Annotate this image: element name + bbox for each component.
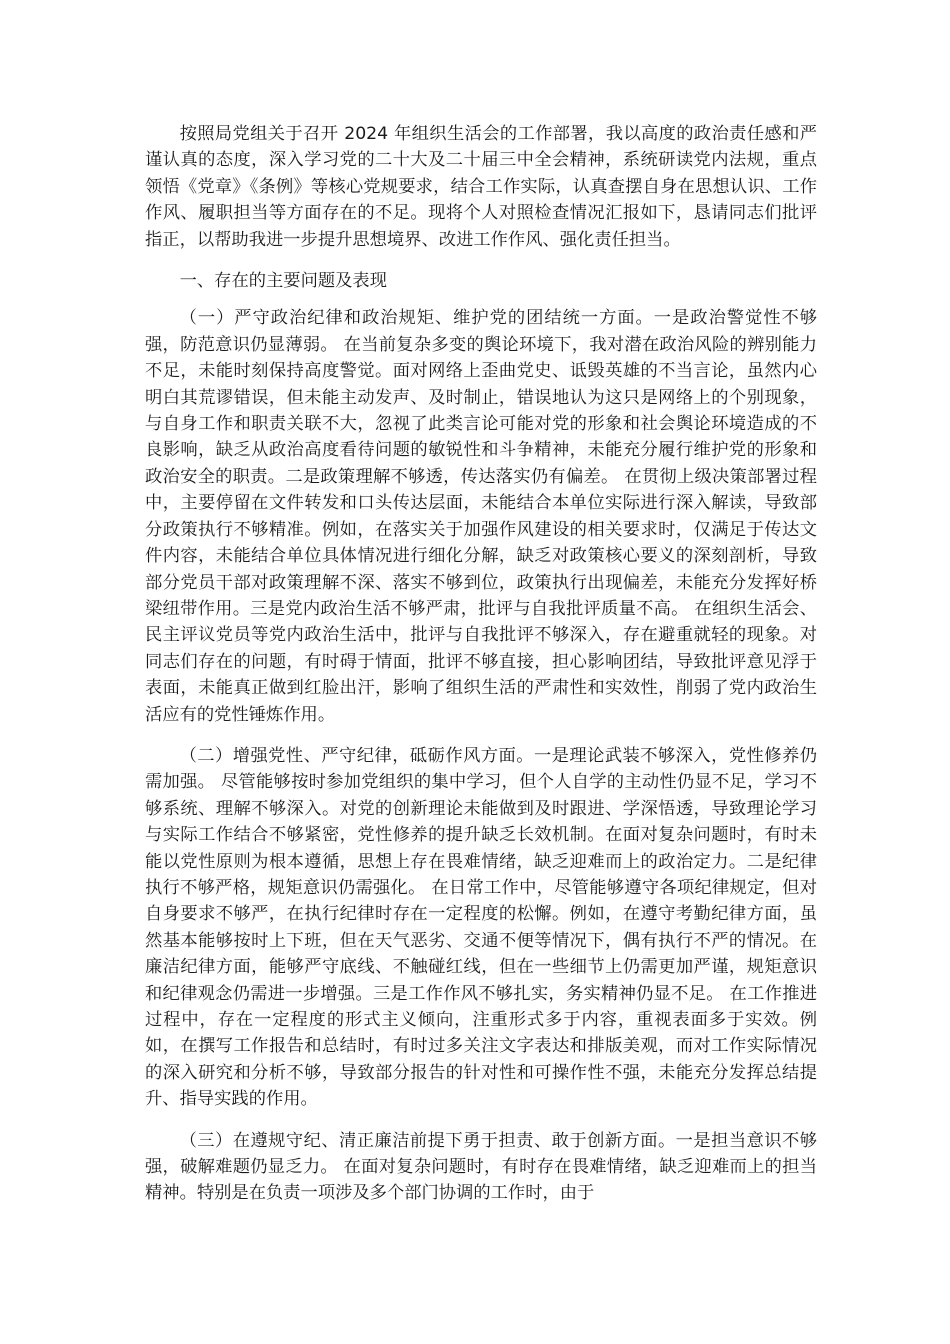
document-page — [145, 121, 817, 1207]
intro-paragraph: 按照局党组关于召开 2024 年组织生活会的工作部署，我以高度的政治责任感和严谨认真的态度，深入学习党的二十大及二十届三中全会精神，系统研读党内法规，重点领悟《党章》《条例》等核心党规要求，结合工作实际，认真查摆自身在思想认识、工作作风、履职担当等方面存在的不足。现将个人对照检查情况汇报如下，恳请同志们批评指正，以帮助我进一步提升思想境界、改进工作作风、强化责任担当。 — [145, 124, 817, 250]
section-heading: 一、存在的主要问题及表现 — [179, 271, 387, 292]
section-1-paragraph: （一）严守政治纪律和政治规矩、维护党的团结统一方面。一是政治警觉性不够强，防范意识仍显薄弱。 在当前复杂多变的舆论环境下，我对潜在政治风险的辨别能力不足，未能时刻保持高度警觉。面对网络上歪曲党史、诋毁英雄的不当言论，虽然内心明白其荒谬错误，但未能主动发声、及时制止，错误地认为这只是网络上的个别现象，与自身工作和职责关联不大，忽视了此类言论可能对党的形象和社会舆论环境造成的不良影响，缺乏从政治高度看待问题的敏锐性和斗争精神，未能充分履行维护党的形象和政治安全的职责。二是政策理解不够透，传达落实仍有偏差。 在贯彻上级决策部署过程中，主要停留在文件转发和口头传达层面，未能结合本单位实际进行深入解读，导致部分政策执行不够精准。例如，在落实关于加强作风建设的相关要求时，仅满足于传达文件内容，未能结合单位具体情况进行细化分解，缺乏对政策核心要义的深刻剖析，导致部分党员干部对政策理解不深、落实不够到位，政策执行出现偏差，未能充分发挥好桥梁纽带作用。三是党内政治生活不够严肃，批评与自我批评质量不高。 在组织生活会、民主评议党员等党内政治生活中，批评与自我批评不够深入，存在避重就轻的现象。对同志们存在的问题，有时碍于情面，批评不够直接，担心影响团结，导致批评意见浮于表面，未能真正做到红脸出汗，影响了组织生活的严肃性和实效性，削弱了党内政治生活应有的党性锤炼作用。 — [145, 308, 817, 725]
section-3-paragraph: （三）在遵规守纪、清正廉洁前提下勇于担责、敢于创新方面。一是担当意识不够强，破解难题仍显乏力。 在面对复杂问题时，有时存在畏难情绪，缺乏迎难而上的担当精神。特别是在负责一项涉及多个部门协调的工作时，由于 — [145, 1130, 817, 1204]
section-2-paragraph: （二）增强党性、严守纪律，砥砺作风方面。一是理论武装不够深入，党性修养仍需加强。 尽管能够按时参加党组织的集中学习，但个人自学的主动性仍显不足，学习不够系统、理解不够深入。对党的创新理论未能做到及时跟进、学深悟透，导致理论学习与实际工作结合不够紧密，党性修养的提升缺乏长效机制。在面对复杂问题时，有时未能以党性原则为根本遵循，思想上存在畏难情绪，缺乏迎难而上的政治定力。二是纪律执行不够严格，规矩意识仍需强化。 在日常工作中，尽管能够遵守各项纪律规定，但对自身要求不够严，在执行纪律时存在一定程度的松懈。例如，在遵守考勤纪律方面，虽然基本能够按时上下班，但在天气恶劣、交通不便等情况下，偶有执行不严的情况。在廉洁纪律方面，能够严守底线、不触碰红线，但在一些细节上仍需更加严谨，规矩意识和纪律观念仍需进一步增强。三是工作作风不够扎实，务实精神仍显不足。 在工作推进过程中，存在一定程度的形式主义倾向，注重形式多于内容，重视表面多于实效。例如，在撰写工作报告和总结时，有时过多关注文字表达和排版美观，而对工作实际情况的深入研究和分析不够，导致部分报告的针对性和可操作性不强，未能充分发挥总结提升、指导实践的作用。 — [145, 745, 817, 1110]
